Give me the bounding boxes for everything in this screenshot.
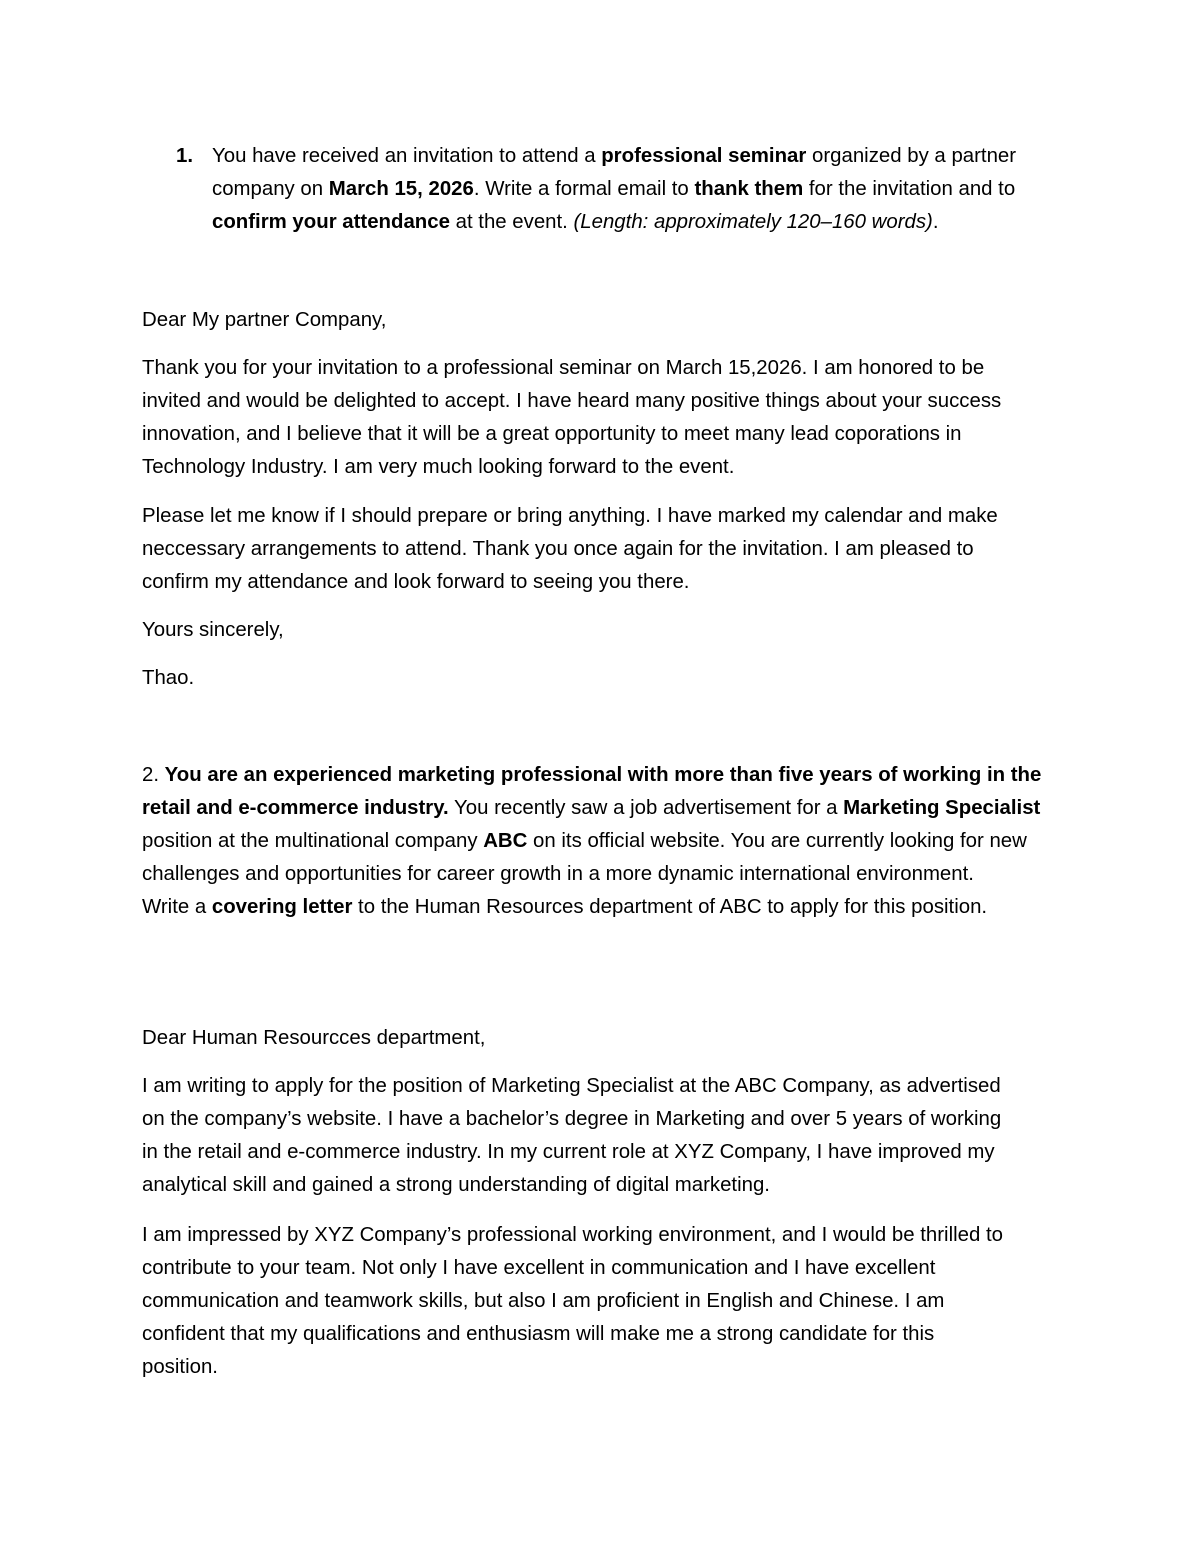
question-1-bold-segment: confirm your attendance: [212, 211, 450, 233]
email-1-closing: [142, 614, 1072, 647]
email-1-salutation: [142, 304, 1072, 337]
question-1-text-segment: You have received an invitation to attend a: [212, 145, 602, 167]
text-line: neccessary arrangements to attend. Thank you once again for the invitation. I am pleased to: [142, 538, 974, 560]
question-1-text-segment: for the invitation and to: [803, 178, 1016, 200]
text-line: invited and would be delighted to accept. I have heard many positive things about your success: [142, 390, 1002, 412]
text-line: on the company’s website. I have a bachelor’s degree in Marketing and over 5 years of working: [142, 1108, 1002, 1130]
question-2-bold-segment: Marketing Specialist: [843, 797, 1041, 819]
question-2-text: [142, 759, 1062, 891]
question-2: [142, 759, 1062, 924]
text-line: I am writing to apply for the position of Marketing Specialist at the ABC Company, as advertised: [142, 1075, 1001, 1097]
email-1-paragraph-2: [142, 500, 1072, 599]
text-line: position.: [142, 1356, 218, 1378]
email-2-paragraph-1: [142, 1070, 1072, 1202]
question-1-bold-segment: March 15, 2026: [328, 178, 474, 200]
text-line: innovation, and I believe that it will be a great opportunity to meet many lead coporations in: [142, 423, 962, 445]
signature: Thao.: [142, 667, 195, 689]
email-1-signature: [142, 662, 1072, 695]
question-2-bold-segment: ABC: [483, 830, 528, 852]
email-2-salutation: [142, 1022, 1072, 1055]
question-2-bold-segment: covering letter: [211, 896, 353, 918]
text-line: in the retail and e-commerce industry. In my current role at XYZ Company, I have improved my: [142, 1141, 995, 1163]
question-1-text: [212, 140, 1072, 239]
email-1-paragraph-1: [142, 352, 1072, 484]
question-2-instruction: [142, 891, 1062, 924]
question-2-text-segment: on its official website. You are currently looking for new challenges and opportunities for career growth in a more dynamic international environment.: [142, 830, 1027, 885]
question-1-number: 1.: [176, 145, 194, 167]
text-line: confident that my qualifications and enthusiasm will make me a strong candidate for this: [142, 1323, 935, 1345]
question-1-text-segment: at the event.: [449, 211, 574, 233]
question-1-bold-segment: thank them: [694, 178, 804, 200]
question-1-text-segment: organized by a partner company on: [212, 145, 1017, 200]
question-2-number: 2.: [142, 764, 165, 786]
text-line: Technology Industry. I am very much looking forward to the event.: [142, 456, 735, 478]
salutation: Dear My partner Company,: [142, 309, 387, 331]
text-line: contribute to your team. Not only I have excellent in communication and I have excellent: [142, 1257, 936, 1279]
text-line: communication and teamwork skills, but also I am proficient in English and Chinese. I am: [142, 1290, 945, 1312]
question-2-text-segment: to the Human Resources department of ABC to apply for this position.: [352, 896, 988, 918]
question-2-text-segment: position at the multinational company: [142, 830, 484, 852]
salutation: Dear Human Resourcces department,: [142, 1027, 486, 1049]
email-2-paragraph-2: [142, 1219, 1072, 1384]
text-line: confirm my attendance and look forward to seeing you there.: [142, 571, 690, 593]
question-2-bold-segment: You are an experienced marketing professional with more than five years of working in the retail and e-commerce industry.: [142, 764, 1042, 819]
question-2-text-segment: Write a: [142, 896, 212, 918]
text-line: Thank you for your invitation to a professional seminar on March 15,2026. I am honored to be: [142, 357, 985, 379]
text-line: Please let me know if I should prepare or bring anything. I have marked my calendar and make: [142, 505, 998, 527]
text-line: I am impressed by XYZ Company’s professional working environment, and I would be thrilled to: [142, 1224, 1003, 1246]
question-1-text-segment: .: [932, 211, 939, 233]
question-1-bold-segment: professional seminar: [601, 145, 807, 167]
question-2-text-segment: You recently saw a job advertisement for a: [448, 797, 844, 819]
question-1-length-note: (Length: approximately 120–160 words): [573, 211, 933, 233]
question-1-text-segment: . Write a formal email to: [473, 178, 695, 200]
closing: Yours sincerely,: [142, 619, 284, 641]
text-line: analytical skill and gained a strong understanding of digital marketing.: [142, 1174, 770, 1196]
